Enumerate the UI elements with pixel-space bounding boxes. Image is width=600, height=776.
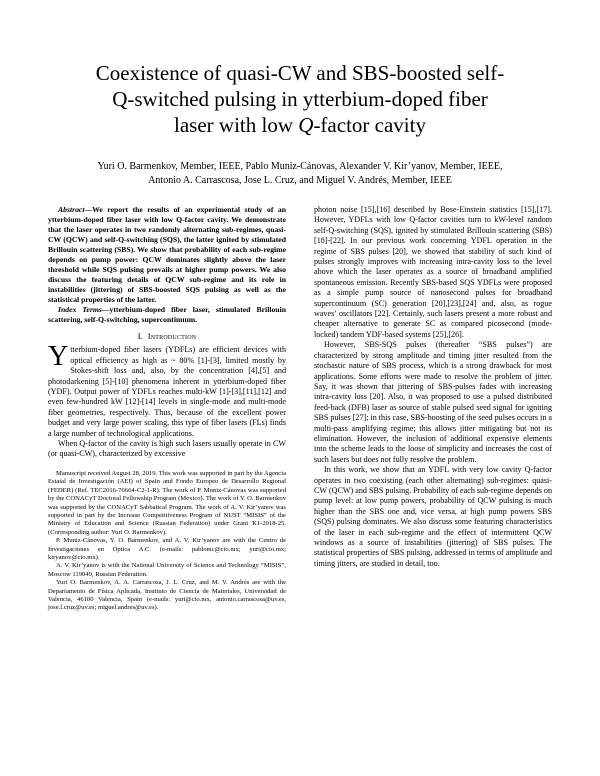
paper-title	[50, 60, 550, 138]
title-line-3-start: laser with low	[174, 113, 299, 137]
body-paragraph-3: In this work, we show that an YDFL with very low cavity Q-factor operates in two coexisting (each other alternating) sub-regimes: quasi-CW (QCW) and SBS pulsing. Probability of each sub-regime depends on pump level: at low pump powers, probability of QCW pulsing is much higher than the SBS one and, vice versa, at high pump powers SBS (SQS) pulsing dominates. We also discuss some featuring characteristics of the laser in each sub-regime and the effect of intermittent QCW windows as a source of instabilities (jittering) of SBS pulses. The statistical properties of SBS pulsing, addressed in terms of amplitude and timing jitters, are studied in detail, too.	[314, 465, 552, 568]
section-heading-introduction	[48, 331, 286, 341]
abstract	[48, 205, 286, 305]
body-paragraph-2: However, SBS-SQS pulses (thereafter “SBS pulses”) are characterized by strong amplitude and timing jitter resulted from the stochastic nature of SBS process, which is a strong drawback for most applications. Some efforts were made to resolve the problem of jitter. Say, it was shown that jittering of SBS-pulses fades with increasing intra-cavity loss [20]. Also, it was proposed to use a pulsed distributed feed-back (DFB) laser as source of stable pulsed seed signal for igniting SBS pulses [27]; in this case, SBS-boosting of the seed pulses occurs in a multi-pass amplifying regime; this allows jitter mitigating but not its elimination. However, the inclusion of additional expensive elements into the scheme leads to the loose of simplicity and increases the cost of such lasers but does not fully resolve the problem.	[314, 340, 552, 464]
title-line-1: Coexistence of quasi-CW and SBS-boosted self-	[95, 61, 505, 85]
section-number: I.	[137, 331, 144, 341]
left-column	[48, 205, 286, 613]
author-list	[60, 160, 540, 188]
footnote-affiliation-cio: P. Muniz-Cánovas, Y. O. Barmenkov, and A. V. Kir’yanov are with the Centro de Investigaciones en Óptica A.C. (e-mails: pablomc@cio.mx; yuri@cio.mx; kiryanov@cio.mx).	[48, 537, 286, 561]
footnotes	[48, 470, 286, 613]
index-terms-label: Index Terms	[58, 305, 102, 314]
authors-line-1: Yuri O. Barmenkov, Member, IEEE, Pablo Muniz-Cánovas, Alexander V. Kir’yanov, Member, IEEE,	[97, 161, 503, 172]
index-terms	[48, 305, 286, 325]
intro-paragraph-1-text: tterbium-doped fiber lasers (YDFLs) are efficient devices with optical efficiency as high as ~ 80% [1]-[3], limited mostly by Stokes-shift loss and, also, by the concentration [4],[5] and photodarkening [5]-[10] phenomena inherent in ytterbium-doped fiber (YDF). Output power of YDFLs reaches multi-kW [1]-[3],[11],[12] and even few-hundred kW [12]-[14] levels in single-mode and multi-mode fiber geometries, respectively. Thus, because of the excellent power budget and very large power scaling, this type of fiber lasers (FLs) finds a large number of technological applications.	[48, 345, 286, 438]
intro-paragraph-1	[48, 341, 286, 439]
authors-line-2: Antonio A. Carrascosa, Jose L. Cruz, and Miguel V. Andrés, Member, IEEE	[148, 175, 452, 186]
abstract-text: —We report the results of an experimental study of an ytterbium-doped fiber laser with low Q-factor cavity. We demonstrate that the laser operates in two randomly alternating sub-regimes, quasi-CW (QCW) and self-Q-switching (SQS), the latter ignited by stimulated Brillouin scattering (SBS). We show that probability of each sub-regime depends on pump power: QCW dominates slightly above the laser threshold while SQS pulsing prevails at higher pump powers. We also discuss the featuring details of QCW sub-regime and its role in instabilities (jittering) of SBS-boosted SQS pulsing as well as the statistical properties of the latter.	[48, 205, 286, 304]
title-q-italic: Q	[298, 113, 314, 137]
drop-cap: Y	[48, 341, 69, 373]
title-line-3	[50, 112, 550, 138]
title-line-3-end: -factor cavity	[313, 113, 426, 137]
abstract-label: Abstract	[58, 205, 85, 214]
right-column	[314, 205, 552, 569]
intro-paragraph-2: When Q-factor of the cavity is high such lasers usually operate in CW (or quasi-CW), characterized by excessive	[48, 439, 286, 459]
body-paragraph-1: photon noise [15],[16] described by Bose-Einstein statistics [15],[17]. However, YDFLs with low Q-factor cavities turn to kW-level random self-Q-switching (SQS), ignited by stimulated Brillouin scattering (SBS) [18]-[22]. In our previous work concerning YDFL operation in the regime of SBS pulses [20], we showed that stability of such kind of pulses strongly improves with increasing intra-cavity loss to the level above which the laser operates as a source of broadband amplified spontaneous emission. Recently SBS-based SQS YDFLs were proposed as a simple pump source of nanosecond pulses for broadband supercontinuum (SC) generation [20],[23],[24] and, also, as rogue waves’ oscillators [22]. Certainly, such lasers present a more robust and cheaper alternative to generate SC as compared picosecond (mode-locked) tandem YDF-based systems [25],[26].	[314, 205, 552, 339]
footnote-affiliation-valencia: Yuri O. Barmenkov, A. A. Carrascosa, J. L. Cruz, and M. V. Andrés are with the Departamento de Física Aplicada, Instituto de Ciencia de Materiales, Universidad de Valencia, 46100 Valencia, Spain (e-mails: yuri@cio.mx, antonio.carrascosa@uv.es, jose.l.cruz@uv.es; miguel.andres@uv.es).	[48, 579, 286, 612]
section-title: Introduction	[147, 331, 197, 341]
footnote-affiliation-misis: A. V. Kir’yanov is with the National University of Science and Technology “MISIS”, Moscow 119049, Russian Federation.	[48, 562, 286, 578]
title-line-2: Q-switched pulsing in ytterbium-doped fiber	[112, 87, 488, 111]
footnote-manuscript: Manuscript received August 28, 2019. This work was supported in part by the Agencia Estatal de Investigación (AEI) of Spain and Fondo Europeo de Desarrollo Regional (FEDER) (Ref. TEC2016-76664-C2-1-R). The work of P. Muniz-Cánovas was supported by the CONACyT Doctoral Fellowship Program (Mexico). The work of Y. O. Barmenkov was supported by the CONACyT Sabbatical Program. The work of A. V. Kir’yanov was supported in part by the Increase Competitiveness Program of NUST “MISIS” of the Ministry of Education and Science (Russian Federation) under Grant K1-2018-25. (Corresponding author: Yuri O. Barmenkov).	[48, 469, 286, 536]
index-terms-text: —ytterbium-doped fiber laser, stimulated Brillouin scattering, self-Q-switching, supercontinuum.	[48, 305, 286, 324]
